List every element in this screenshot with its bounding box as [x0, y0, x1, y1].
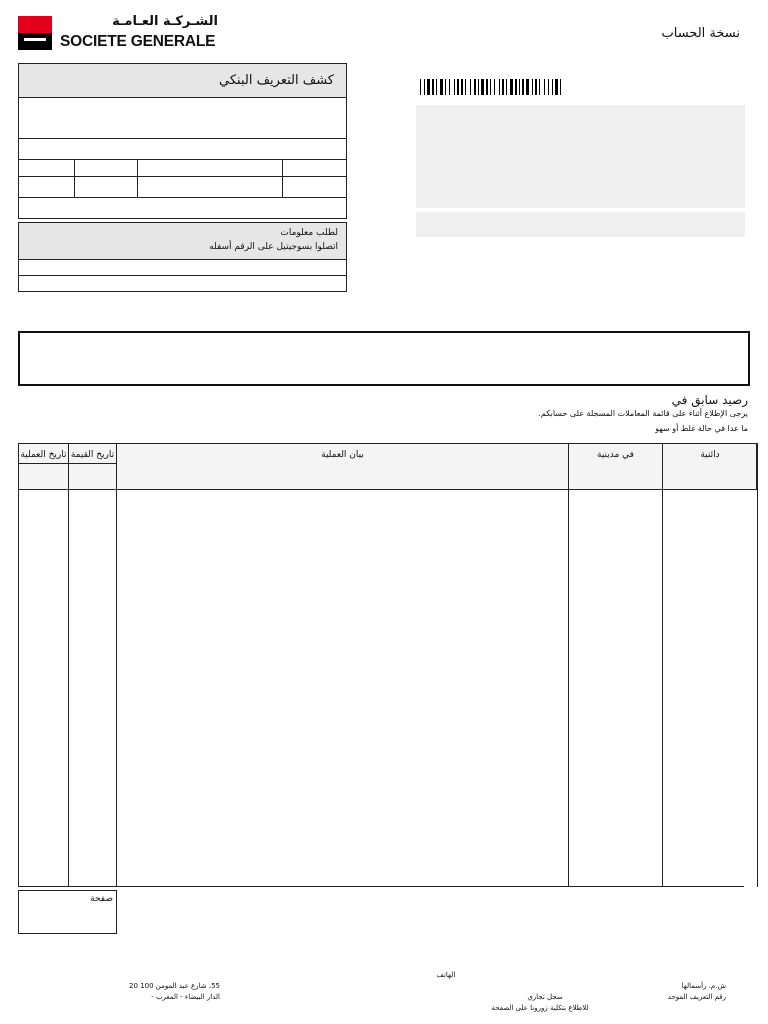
col-header-debit: في مدينية: [597, 450, 634, 460]
col-header-value-date: تاريخ القيمة: [70, 450, 115, 460]
balance-note-1: يرجى الإطلاع أثناء على قائمة المعاملات المسجلة على حسابكم.: [538, 409, 748, 418]
info-line-2: اتصلوا بسوجيتيل على الرقم أسفله: [209, 242, 338, 252]
info-box: [18, 222, 347, 292]
address-box-footer: [416, 212, 745, 237]
account-copy-label: نسخة الحساب: [661, 26, 740, 41]
societe-generale-logo: [18, 16, 218, 52]
rib-box: [18, 63, 347, 219]
rib-box-title: كشف التعريف البنكي: [219, 73, 334, 88]
address-box: [416, 105, 745, 208]
transactions-table: [18, 443, 758, 887]
footer-website-note: للاطلاع بتكلية زورونا على الصفحة: [491, 1004, 589, 1012]
logo-mark-icon: [18, 16, 52, 50]
page-label: صفحة: [90, 894, 113, 904]
page-box: [18, 890, 117, 934]
previous-balance-label: رصيد سابق في: [671, 393, 748, 407]
footer-unique-id: رقم التعريف الموحد: [667, 993, 726, 1001]
footer-trade-register: سجل تجاري: [527, 993, 563, 1001]
logo-latin-text: SOCIETE GENERALE: [60, 33, 216, 50]
logo-arabic-text: الشـركـة العـامـة: [112, 14, 218, 29]
info-line-1: لطلب معلومات: [280, 228, 338, 238]
footer-legal-form: ش.م. رأسمالها: [681, 982, 726, 990]
message-box: [18, 331, 750, 386]
balance-note-2: ما عدا في حالة غلط أو سهو: [655, 424, 748, 433]
barcode-image: [420, 79, 653, 95]
col-header-credit: دائنية: [700, 450, 720, 460]
col-header-op-date: تاريخ العملية: [20, 450, 67, 460]
col-header-description: بيان العملية: [321, 450, 364, 460]
footer-phone: الهاتف: [436, 971, 456, 979]
footer-address-1: 55، شارع عبد المومن 100 20: [129, 982, 220, 990]
footer-address-2: الدار البيضاء - المغرب -: [151, 993, 220, 1001]
